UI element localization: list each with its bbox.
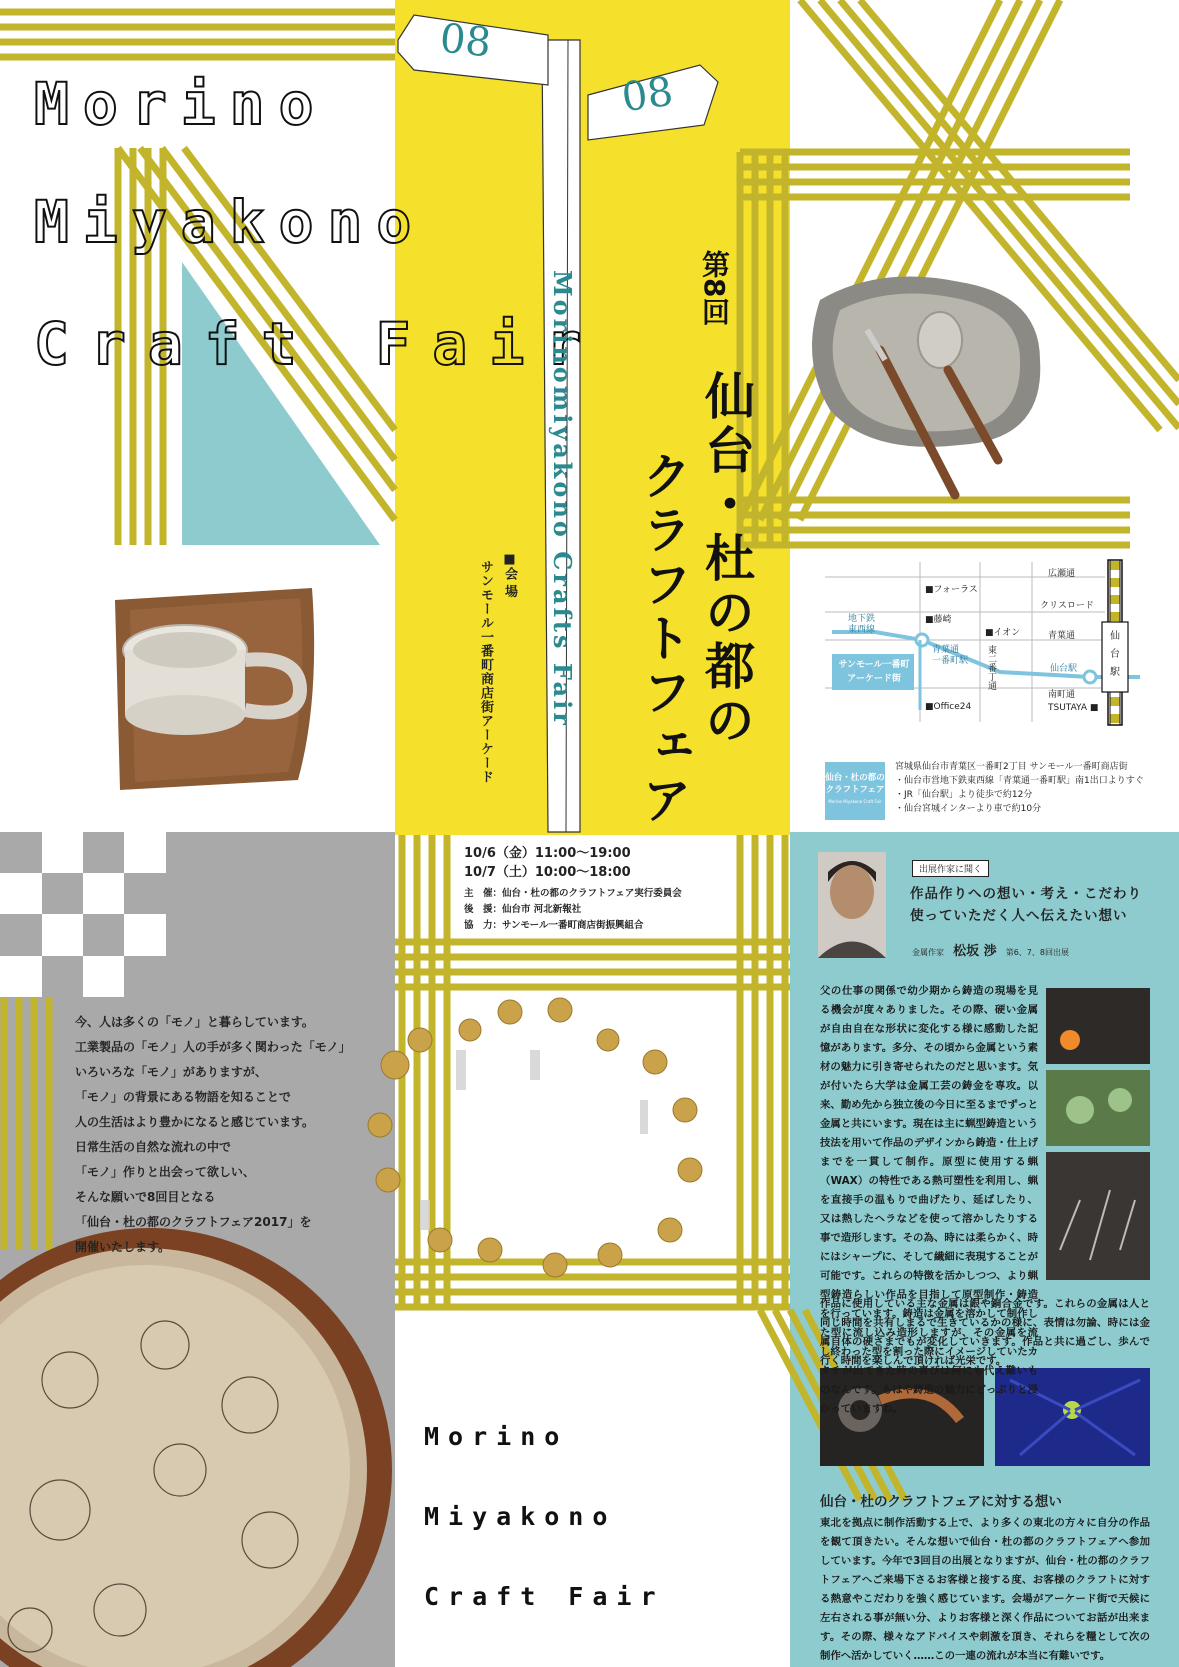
title-jp-line2: クラフトフェア [634,450,692,828]
intro-text [75,1010,375,1260]
interview-tag: 出展作家に聞く [912,860,989,877]
artist-role: 金属作家 [912,948,944,957]
artist-note: 第6、7、8回出展 [1005,948,1069,957]
intro-line: 「モノ」の背景にある物語を知ることで [75,1090,291,1104]
checkerboard [0,832,166,997]
access-subway: ・仙台市営地下鉄東西線「青葉通一番町駅」南1出口よりすぐ [895,776,1144,786]
bottom-title-line2: Miyakono [424,1502,617,1531]
map-street-clis: クリスロード [1040,601,1094,611]
fair-logo [825,762,885,820]
process-photo-1 [1046,988,1150,1064]
intro-line: そんな願いで8回目となる [75,1190,216,1204]
schedule-organizer: 主 催：仙台・杜の都のクラフトフェア実行委員会 [464,888,682,899]
title-jp-edition: 第8回 [698,250,731,326]
venue-name: サンモール一番町商店街アーケード [478,560,493,784]
intro-line: 人の生活はより豊かになると感じています。 [75,1115,315,1129]
intro-line: 今、人は多くの「モノ」と暮らしています。 [75,1015,314,1029]
pole-text: Morinomiyakono Crafts Fair [548,270,577,728]
map-arcade-label: サンモール一番町 アーケード街 [838,660,910,684]
map-landmark-tsutaya: TSUTAYA ■ [1048,703,1099,713]
intro-line: 「モノ」作りと出会って欲しい、 [75,1165,255,1179]
map-street-aoba: 青葉通 [1048,631,1076,641]
sign-number-right: 08 [619,68,676,122]
schedule-support: 後 援：仙台市 河北新報社 [464,904,582,915]
map-station-sendai: 仙台駅 [1050,664,1078,674]
map-street-higashi: 東二番丁通 [986,645,996,690]
process-photo-2 [1046,1070,1150,1146]
schedule-day1: 10/6（金）11:00〜19:00 [464,846,631,861]
schedule-day2: 10/7（土）10:00〜18:00 [464,865,631,880]
title-en-line2: Miyakono [34,188,426,256]
schedule-cooperation: 協 力：サンモール一番町商店街振興組合 [464,920,644,931]
stripes-top-left [0,12,395,57]
map-landmark-fujisaki: ■藤崎 [925,615,952,625]
title-en-line3: Craft Fair [34,310,604,378]
interview-body-main: 父の仕事の関係で幼少期から鋳造の現場を見る機会が度々ありました。その際、硬い金属が自由自在な形状に変化する様に感動した記憶があります。多分、その頃から金属という素材の魅力に引き寄せられたのだと思います。気が付いたら大学は金属工芸の鋳金を専攻。以来、勤め先から独立後の今日に至るまでずっと金属と共にいます。現在は主に蝋型鋳造という技法を用いて作品のデザインから鋳造・仕上げまでを一貫して制作。原型に使用する蝋（WAX）の特性である熱可塑性を利用し、蝋を直接手の温もりで曲げたり、延ばしたり、又は熱したヘラなどを使って溶かしたりする事で造形します。その為、時には柔らかく、時にはシャープに、そして繊細に表現することが可能です。これらの特徴を活かしつつ、より蝋型鋳造らしい作品を目指して原型制作・鋳造を行っています。鋳造は金属を溶かして制作した型に流し込み造形しますが、その金属を流し終わった型を割った際にイメージしていたカタチが出てきた時の喜びは何にも代え難いものなんです。もはや鋳造の魅力にどっぷりと浸かっていますね。 [820,985,1038,1415]
sign-number-left: 08 [437,15,494,67]
map-street-hirose: 広瀬通 [1048,569,1076,579]
intro-line: 日常生活の自然な流れの中で [75,1140,232,1154]
venue-label: ■会 場 [502,552,517,598]
map-street-minami: 南町通 [1048,690,1076,700]
map-landmark-office24: ■Office24 [925,702,972,712]
access-info [895,760,1175,816]
bottom-title-line1: Morino [424,1422,569,1451]
artist-name: 松坂 渉 [953,944,997,959]
access-car: ・仙台宮城インターより車で約10分 [895,804,1042,814]
access-address: 宮城県仙台市青葉区一番町2丁目 サンモール一番町商店街 [895,762,1128,772]
interview-heading1: 作品作りへの想い・考え・こだわり [910,886,1142,902]
title-jp-line1: 仙台・杜の都の [697,370,755,748]
intro-line: 工業製品の「モノ」人の手が多く関わった「モノ」 [75,1040,351,1054]
fair-heading: 仙台・杜のクラフトフェアに対する想い [820,1494,1062,1510]
artist-credit [912,940,1069,959]
title-en-line1: Morino [34,70,328,138]
access-jr: ・JR「仙台駅」より徒歩で約12分 [895,790,1033,800]
intro-line: いろいろな「モノ」がありますが、 [75,1065,267,1079]
map-station-aoba: 青葉通 一番町駅 [932,645,969,666]
interview-body-continued: 作品に使用している主な金属は銀や銅合金です。これらの金属は人と同じ時間を共有しまるで生きているかの様に、表情は勿論、時には金属自体の硬さまでもが変化していきます。作品と共に過ごし、歩んで行く時間を楽しんで頂ければ光栄です。 [820,1298,1150,1367]
fair-body: 東北を拠点に制作活動する上で、より多くの東北の方々に自分の作品を観て頂きたい。そんな想いで仙台・杜の都のクラフトフェアへ参加しています。今年で3回目の出展となりますが、仙台・杜の都のクラフトフェアへご来場下さるお客様と接する度、お客様のクラフトに対する熱意やこだわりを強く感じています。会場がアーケード街で天候に左右される事が無い分、よりお客様と深く作品についてお話が出来ます。その際、様々なアドバイスや刺激を頂き、それらを糧として次の制作へ活かしていく……この一連の流れが本当に有難いです。 [820,1517,1150,1662]
map-landmark-forus: ■フォーラス [925,585,978,595]
process-photo-3 [1046,1152,1150,1280]
map-subway-line: 地下鉄 東西線 [848,614,876,635]
fair-logo-text: 仙台・杜の都の クラフトフェア [825,773,885,795]
map-landmark-aeon: ■イオン [985,628,1021,638]
intro-line: 「仙台・杜の都のクラフトフェア2017」を [75,1215,312,1229]
intro-line: 開催いたします。 [75,1240,171,1254]
fair-logo-sub: Morino Miyakono Craft Fair [828,799,882,804]
bottom-title-line3: Craft Fair [424,1582,665,1611]
map-sendai-station-box: 仙 台 駅 [1110,631,1120,678]
interview-heading2: 使っていただく人へ伝えたい想い [910,908,1128,924]
schedule-block [464,844,734,934]
